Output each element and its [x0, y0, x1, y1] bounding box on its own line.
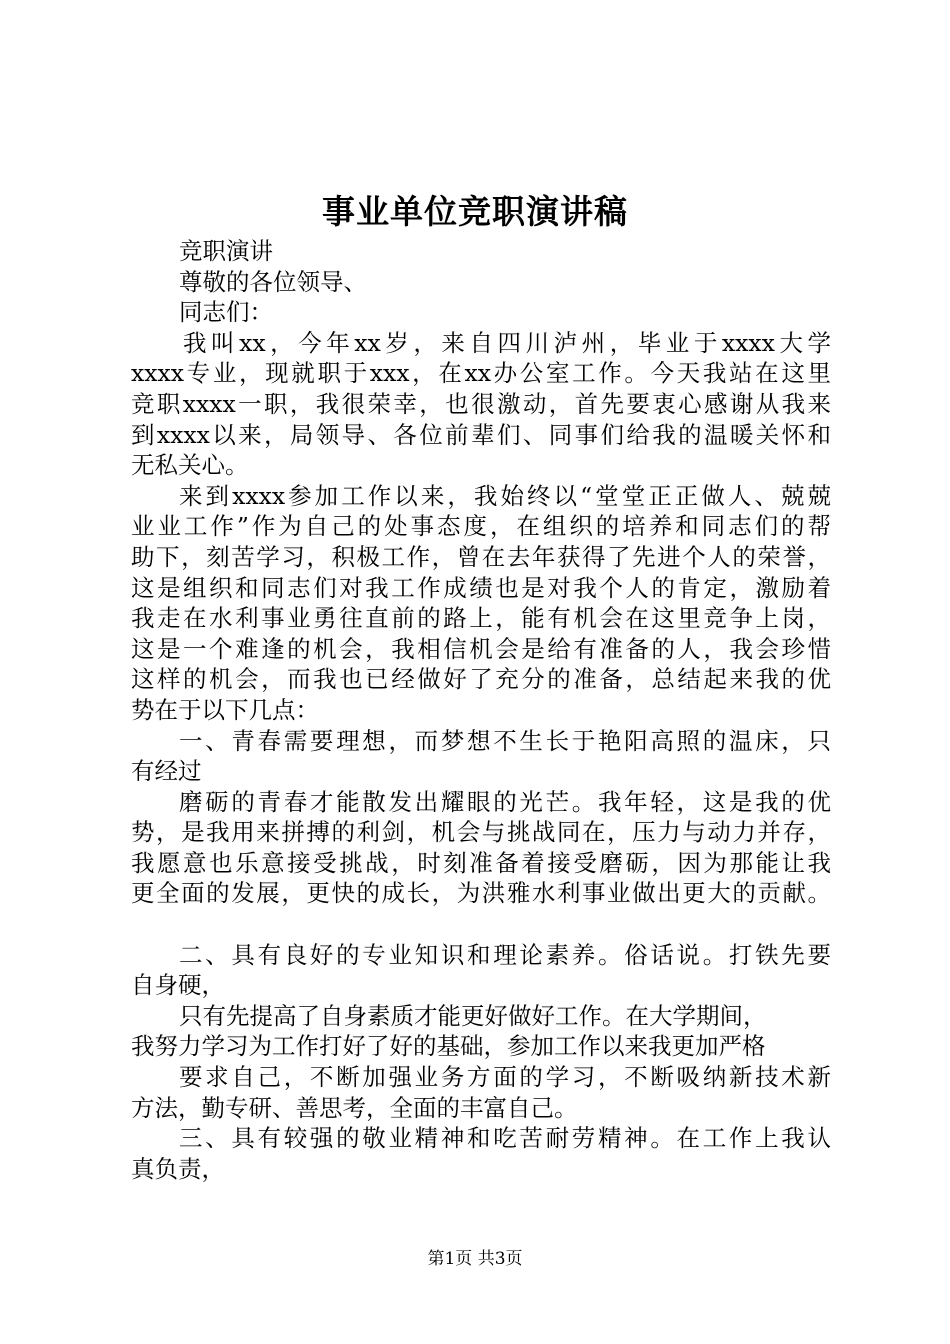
- text-line: 我叫xx，今年xx岁，来自四川泸州，毕业于xxxx大学: [183, 328, 831, 357]
- text-line: 无私关心。: [131, 451, 249, 480]
- text-line: 三、具有较强的敬业精神和吃苦耐劳精神。在工作上我认: [179, 1124, 831, 1153]
- text-line: 同志们：: [179, 298, 273, 327]
- text-line: 要求自己，不断加强业务方面的学习，不断吸纳新技术新: [179, 1063, 831, 1092]
- page-footer: 第1页 共3页: [427, 1249, 523, 1269]
- text-line: 自身硬，: [131, 971, 225, 1000]
- text-line: 我努力学习为工作打好了好的基础，参加工作以来我更加严格: [131, 1032, 766, 1061]
- text-line: 只有先提高了自身素质才能更好做好工作。在大学期间，: [179, 1001, 767, 1030]
- text-line: 尊敬的各位领导、: [179, 267, 367, 296]
- text-line: 到xxxx以来，局领导、各位前辈们、同事们给我的温暖关怀和: [131, 420, 831, 449]
- text-line: 这是组织和同志们对我工作成绩也是对我个人的肯定，激励着: [131, 573, 831, 602]
- text-line: 真负责，: [131, 1154, 225, 1183]
- text-line: xxxx专业，现就职于xxx，在xx办公室工作。今天我站在这里: [131, 359, 831, 388]
- text-line: 竞职xxxx一职，我很荣幸，也很激动，首先要衷心感谢从我来: [131, 389, 831, 418]
- text-line: 这是一个难逢的机会，我相信机会是给有准备的人，我会珍惜: [131, 634, 831, 663]
- text-line: 助下，刻苦学习，积极工作，曾在去年获得了先进个人的荣誉，: [131, 542, 831, 571]
- text-line: 竞职演讲: [179, 237, 273, 265]
- text-line: 势在于以下几点：: [131, 695, 319, 724]
- text-line: 这样的机会，而我也已经做好了充分的准备，总结起来我的优: [131, 665, 831, 694]
- document-body: [131, 236, 831, 1184]
- text-line: 方法，勤专研、善思考，全面的丰富自己。: [131, 1093, 578, 1122]
- text-line: 来到xxxx参加工作以来，我始终以“堂堂正正做人、兢兢: [179, 481, 831, 510]
- blank-line: [131, 909, 831, 940]
- document-title: 事业单位竞职演讲稿: [322, 192, 628, 231]
- text-line: 更全面的发展，更快的成长，为洪雅水利事业做出更大的贡献。: [131, 879, 831, 908]
- text-line: 我走在水利事业勇往直前的路上，能有机会在这里竞争上岗，: [131, 604, 831, 633]
- text-line: 二、具有良好的专业知识和理论素养。俗话说。打铁先要: [179, 940, 831, 969]
- text-line: 有经过: [131, 757, 202, 786]
- text-line: 势，是我用来拼搏的利剑，机会与挑战同在，压力与动力并存，: [131, 818, 831, 847]
- text-line: 磨砺的青春才能散发出耀眼的光芒。我年轻，这是我的优: [179, 787, 831, 816]
- text-line: 一、青春需要理想，而梦想不生长于艳阳高照的温床，只: [179, 726, 831, 755]
- text-line: 业业工作”作为自己的处事态度，在组织的培养和同志们的帮: [131, 512, 831, 541]
- text-line: 我愿意也乐意接受挑战，时刻准备着接受磨砺，因为那能让我: [131, 848, 831, 877]
